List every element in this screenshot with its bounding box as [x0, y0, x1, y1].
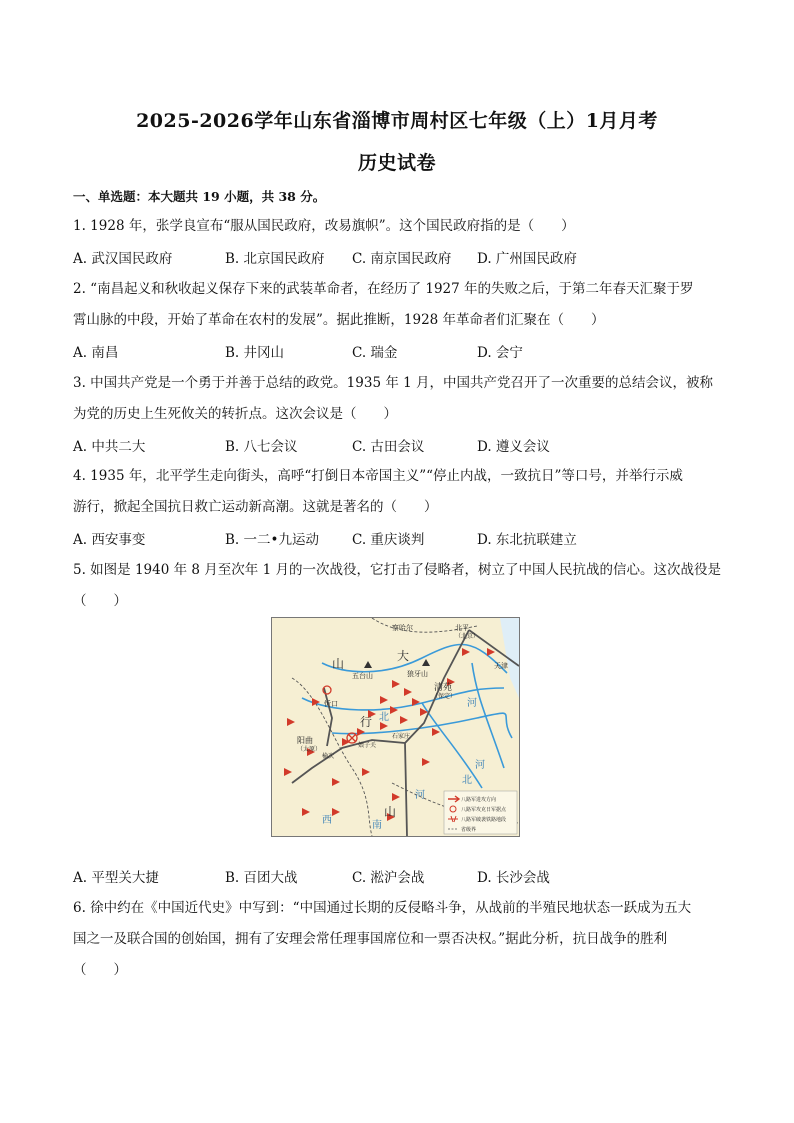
question-5-text-line-1: 5. 如图是 1940 年 8 月至次年 1 月的一次战役，它打击了侵略者，树立了中国人民抗战的信心。这次战役是: [73, 562, 721, 578]
option-b: B. 一二•九运动: [225, 532, 319, 548]
option-d: D. 长沙会战: [477, 870, 550, 886]
option-c: C. 古田会议: [352, 439, 425, 455]
label-yangqu: 阳曲: [297, 736, 313, 745]
label-xinkou: 忻口: [324, 700, 338, 708]
option-a: A. 南昌: [73, 345, 119, 361]
option-b: B. 八七会议: [225, 439, 298, 455]
label-yuci: 榆次: [322, 753, 335, 760]
label-langyashan: 狼牙山: [407, 670, 428, 678]
option-a: A. 中共二大: [73, 439, 146, 455]
label-qingyuan: 清苑: [434, 683, 453, 693]
label-shan-2: 山: [384, 805, 397, 819]
option-a: A. 西安事变: [73, 532, 146, 548]
option-b: B. 北京国民政府: [225, 251, 325, 267]
question-1-text: 1. 1928 年，张学良宣布“服从国民政府，改易旗帜”。这个国民政府指的是（ ）: [73, 218, 575, 234]
hundred-regiments-map: [271, 617, 520, 837]
label-beiping: 北平: [455, 624, 469, 632]
legend-label-advance: 八路军进攻方向: [461, 797, 497, 803]
option-a: A. 武汉国民政府: [73, 251, 173, 267]
question-2-options: [73, 341, 723, 361]
label-beiping-sub: （北京）: [455, 633, 480, 640]
label-shijiazhuang: 石家庄: [392, 733, 411, 740]
option-d: D. 广州国民政府: [477, 251, 577, 267]
label-niangziguan: 娘子关: [358, 742, 377, 749]
label-he-a: 河: [467, 698, 477, 709]
question-4-text-line-1: 4. 1935 年，北平学生走向街头，高呼“打倒日本帝国主义”“停止内战，一致抗日”等口号，并举行示威: [73, 468, 683, 484]
option-c: C. 重庆谈判: [352, 532, 425, 548]
legend-label-capture: 八路军攻克日军据点: [461, 807, 507, 813]
question-4-options: [73, 528, 723, 548]
option-c: C. 瑞金: [352, 345, 398, 361]
label-bei-a: 北: [379, 712, 389, 723]
question-4-text-line-2: 游行，掀起全国抗日救亡运动新高潮。这就是著名的（ ）: [73, 499, 438, 515]
option-d: D. 遵义会议: [477, 439, 550, 455]
option-c: C. 淞沪会战: [352, 870, 425, 886]
question-1-options: [73, 247, 723, 267]
legend-label-rail: 八路军破袭铁路地段: [461, 817, 507, 823]
label-he-c: 河: [415, 790, 425, 801]
label-nan: 南: [372, 820, 382, 831]
question-6-text-line-2: 国之一及联合国的创始国，拥有了安理会常任理事国席位和一票否决权。”据此分析，抗日战争的胜利: [73, 931, 668, 947]
option-d: D. 会宁: [477, 345, 523, 361]
label-shan-1: 山: [332, 657, 345, 671]
question-5-options: [73, 866, 723, 886]
question-2-text-line-2: 霄山脉的中段，开始了革命在农村的发展”。据此推断，1928 年革命者们汇聚在（ ）: [73, 312, 605, 328]
legend-label-boundary: 省级界: [461, 827, 477, 833]
label-bei-b: 北: [462, 775, 472, 786]
question-5-text-line-2: （ ）: [73, 593, 127, 609]
label-he-b: 河: [475, 760, 485, 771]
exam-subtitle: 历史试卷: [357, 152, 436, 174]
label-taiyuan: （太原）: [297, 746, 322, 753]
section-heading: 一、单选题：本大题共 19 小题，共 38 分。: [73, 189, 326, 204]
map-graphic: [272, 618, 519, 836]
question-3-text-line-1: 3. 中国共产党是一个勇于并善于总结的政党。1935 年 1 月，中国共产党召开了一次重要的总结会议，被称: [73, 375, 713, 391]
question-6-text-line-3: （ ）: [73, 962, 127, 978]
question-6-text-line-1: 6. 徐中约在《中国近代史》中写到：“中国通过长期的反侵略斗争，从战前的半殖民地状态一跃成为五大: [73, 900, 692, 916]
option-b: B. 百团大战: [225, 870, 298, 886]
label-xi: 西: [322, 815, 332, 826]
option-a: A. 平型关大捷: [73, 870, 159, 886]
label-xing: 行: [360, 715, 373, 729]
question-2-text-line-1: 2. “南昌起义和秋收起义保存下来的武装革命者，在经历了 1927 年的失败之后，于第二年春天汇聚于罗: [73, 281, 694, 297]
question-3-options: [73, 435, 723, 455]
option-b: B. 井冈山: [225, 345, 285, 361]
option-d: D. 东北抗联建立: [477, 532, 577, 548]
option-c: C. 南京国民政府: [352, 251, 452, 267]
label-chahaer: 察哈尔: [392, 624, 413, 632]
label-baoding: （保定）: [432, 693, 457, 700]
label-da: 大: [397, 649, 410, 663]
map-legend: [444, 791, 517, 834]
label-wutaishan: 五台山: [352, 672, 373, 680]
exam-title: 2025-2026学年山东省淄博市周村区七年级（上）1月月考: [136, 110, 658, 132]
label-tianjin: 天津: [494, 662, 508, 670]
question-3-text-line-2: 为党的历史上生死攸关的转折点。这次会议是（ ）: [73, 406, 397, 422]
